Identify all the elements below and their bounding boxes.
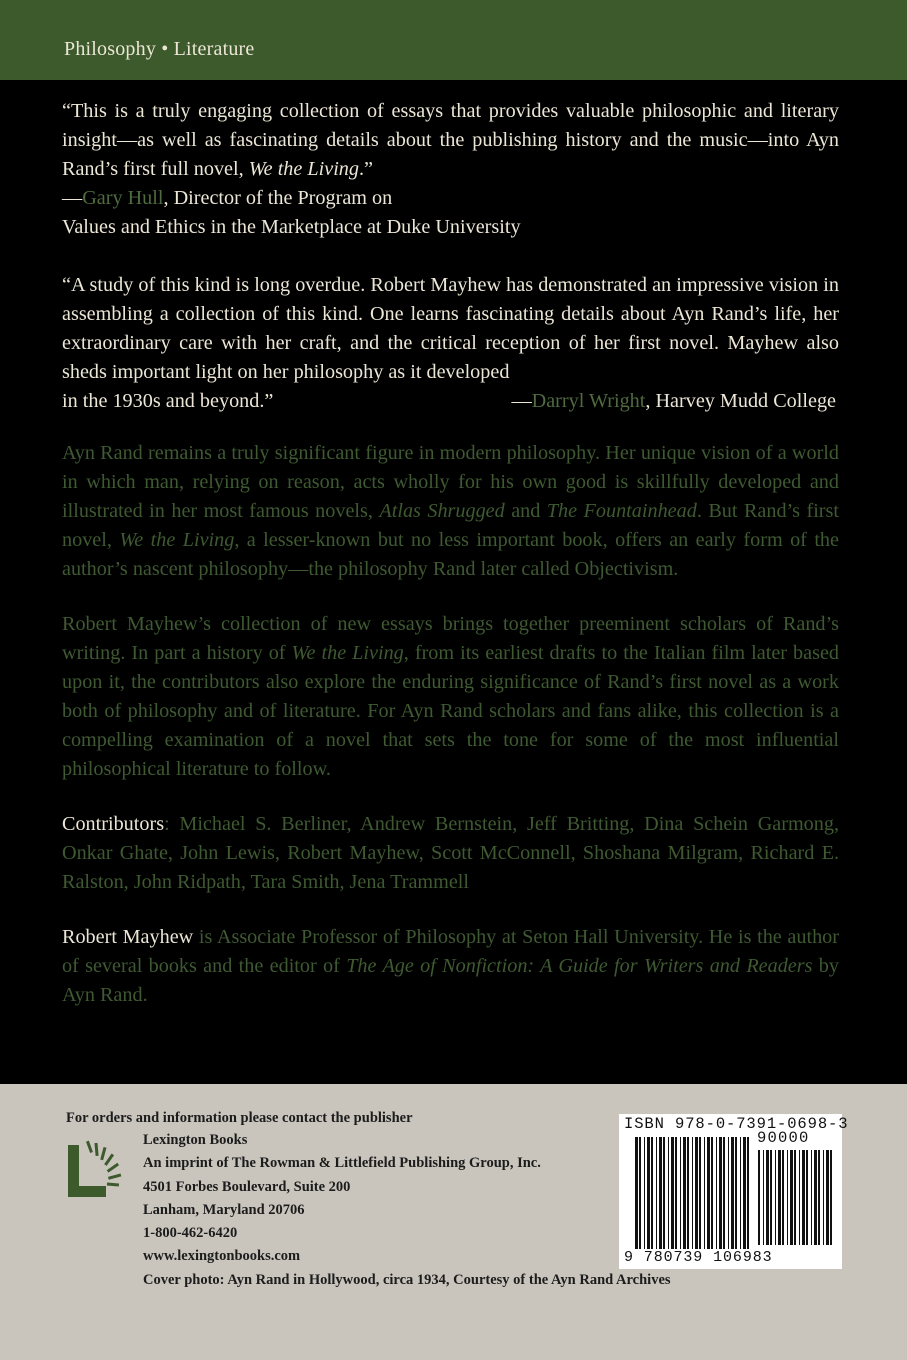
barcode-bar	[644, 1137, 645, 1249]
quote-1-book-title: We the Living	[248, 158, 359, 180]
quote-1-affiliation: , Director of the Program on	[163, 187, 393, 209]
barcode-bar	[740, 1137, 741, 1249]
barcode-bar	[763, 1150, 764, 1245]
barcode-bar	[731, 1137, 734, 1249]
blurb-paragraph-2	[62, 610, 839, 784]
dash: —	[62, 187, 83, 209]
barcode-bar	[675, 1137, 677, 1249]
barcode-bar	[723, 1137, 725, 1249]
contributors	[62, 810, 839, 897]
barcode-bar	[775, 1150, 776, 1245]
barcode-bar	[635, 1137, 638, 1249]
author-bio-end: by Ayn Rand.	[62, 955, 839, 1006]
quote-1-author: Gary Hull	[82, 187, 164, 209]
book-title-age-of-nonfiction: The Age of Nonfiction: A Guide for Writers and Readers	[346, 955, 813, 977]
author-bio	[62, 923, 839, 1010]
blurb-paragraph-1	[62, 439, 839, 584]
barcode-bar	[639, 1137, 641, 1249]
quote-2-last-line	[62, 387, 839, 416]
contributors-label: Contributors	[62, 813, 165, 835]
barcode-bar	[823, 1150, 824, 1245]
barcode-bar	[818, 1150, 820, 1245]
quote-2	[62, 271, 839, 387]
barcode-bar	[663, 1137, 665, 1249]
publisher-imprint: An imprint of The Rowman & Littlefield Publishing Group, Inc.	[143, 1155, 541, 1172]
barcode-bar	[814, 1150, 817, 1245]
book-title-atlas: Atlas Shrugged	[379, 500, 505, 522]
blurb-1-and: and	[504, 500, 547, 522]
barcode-bar	[826, 1150, 829, 1245]
barcode-bar	[743, 1137, 746, 1249]
barcode-bar	[766, 1150, 769, 1245]
publisher-address-2: Lanham, Maryland 20706	[143, 1201, 305, 1218]
barcode-bar	[683, 1137, 686, 1249]
quote-1-attribution-line2: Values and Ethics in the Marketplace at Duke University	[62, 216, 521, 238]
barcode-bar	[719, 1137, 722, 1249]
publisher-logo-icon	[66, 1133, 132, 1201]
quote-1-end: .”	[359, 158, 374, 180]
quote-1-text: “This is a truly engaging collection of essays that provides valuable philosophic and literary insight—as well as fascinating details about the publishing history and the music—into Ayn Rand’s first full novel,	[62, 100, 839, 180]
blurb-1-text-2: . But Rand’s first novel,	[62, 500, 839, 551]
quote-2-affiliation: , Harvey Mudd College	[645, 390, 836, 412]
barcode-bar	[811, 1150, 812, 1245]
blurb-2-text: Robert Mayhew’s collection of new essays brings together preeminent scholars of Rand’s writing. In part a history of	[62, 613, 839, 664]
quote-2-attribution	[511, 387, 836, 416]
quote-2-end: in the 1930s and beyond.”	[62, 390, 274, 412]
blurb-2-text-2: , from its earliest drafts to the Italian film later based upon it, the contributors also explore the enduring significance of Rand’s first novel as a work both of philosophy and of literature. For Ayn Rand scholars and fans alike, this collection is a compelling examination of a novel that sets the tone for some of the most influential philosophical literature to follow.	[62, 642, 839, 780]
author-bio-text: is Associate Professor of Philosophy at Seton Hall University. He is the author of several books and the editor of	[62, 926, 839, 977]
barcode-bar	[747, 1137, 749, 1249]
ean-digits: 9 780739 106983	[624, 1249, 773, 1266]
barcode-bar	[687, 1137, 689, 1249]
cover-photo-credit: Cover photo: Ayn Rand in Hollywood, circa 1934, Courtesy of the Ayn Rand Archives	[143, 1271, 671, 1288]
book-title-fountainhead: The Fountainhead	[546, 500, 697, 522]
barcode-bar	[647, 1137, 650, 1249]
barcode-bar	[704, 1137, 705, 1249]
quote-2-author: Darryl Wright	[531, 390, 646, 412]
barcode-bar	[716, 1137, 717, 1249]
barcode-bar	[778, 1150, 781, 1245]
quote-2-text: “A study of this kind is long overdue. Robert Mayhew has demonstrated an impressive vision in assembling a collection of this kind. One learns fascinating details about Ayn Rand’s life, her extraordinary care with her craft, and the critical reception of her first novel. Mayhew also sheds important light on her philosophy as it developed	[62, 274, 839, 383]
book-title-we-the-living: We the Living	[119, 529, 235, 551]
publisher-contact: For orders and information please contact the publisher	[66, 1110, 413, 1126]
barcode-bar	[728, 1137, 729, 1249]
blurb-1-text-3: , a lesser-known but no less important book, offers an early form of the author’s nascent philosophy—the philosophy Rand later called Objectivism.	[62, 529, 839, 580]
barcode-bar	[668, 1137, 669, 1249]
barcode-bar	[802, 1150, 805, 1245]
publisher-details	[143, 1129, 671, 1292]
quote-1	[62, 97, 839, 184]
quote-1-attribution	[62, 184, 839, 213]
author-name: Robert Mayhew	[62, 926, 194, 948]
barcode-bar	[711, 1137, 713, 1249]
addon-barcode-icon	[758, 1150, 834, 1265]
barcode-bar	[707, 1137, 710, 1249]
barcode-bar	[790, 1150, 793, 1245]
barcode-bar	[758, 1150, 760, 1245]
barcode-bar	[735, 1137, 737, 1249]
ean-barcode-icon	[635, 1137, 751, 1249]
back-cover-text	[62, 97, 839, 1010]
barcode-bar	[699, 1137, 701, 1249]
barcode-bar	[651, 1137, 653, 1249]
publisher-website: www.lexingtonbooks.com	[143, 1248, 301, 1265]
barcode-bar	[680, 1137, 681, 1249]
dash: —	[511, 390, 532, 412]
publisher-phone: 1-800-462-6420	[143, 1225, 238, 1242]
book-title-we-the-living: We the Living	[291, 642, 404, 664]
price-code: 90000	[757, 1129, 810, 1147]
barcode-bar	[830, 1150, 832, 1245]
publisher-name: Lexington Books	[143, 1132, 248, 1148]
barcode-bar	[782, 1150, 784, 1245]
isbn-text: ISBN 978-0-7391-0698-3	[624, 1115, 849, 1133]
category-label: Philosophy • Literature	[64, 38, 255, 60]
contributors-list: : Michael S. Berliner, Andrew Bernstein, Jeff Britting, Dina Schein Garmong, Onkar Ghate, John Lewis, Robert Mayhew, Scott McConnell, Shoshana Milgram, Richard E. Ralston, John Ridpath, Tara Smith, Jena Trammell	[62, 813, 839, 893]
blurb-1-text: Ayn Rand remains a truly significant figure in modern philosophy. Her unique vision of a world in which man, relying on reason, acts wholly for his own good is skillfully developed and illustrated in her most famous novels,	[62, 442, 839, 522]
publisher-address-1: 4501 Forbes Boulevard, Suite 200	[143, 1178, 351, 1195]
barcode-bar	[671, 1137, 674, 1249]
barcode-bar	[692, 1137, 693, 1249]
barcode-bar	[770, 1150, 772, 1245]
barcode-bar	[787, 1150, 788, 1245]
barcode-bar	[806, 1150, 808, 1245]
barcode-bar	[656, 1137, 657, 1249]
barcode-bar	[794, 1150, 796, 1245]
barcode-bar	[659, 1137, 662, 1249]
barcode-bar	[799, 1150, 800, 1245]
barcode-bar	[695, 1137, 698, 1249]
